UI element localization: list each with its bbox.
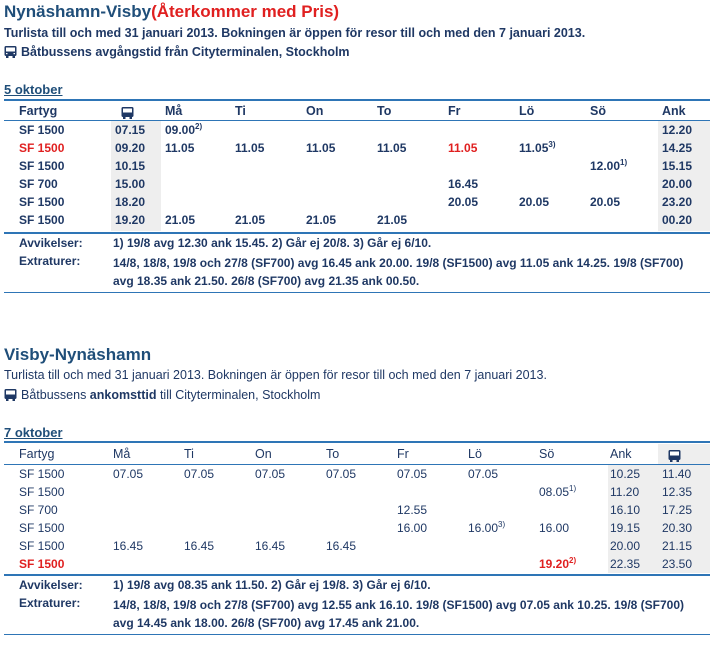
s2-cell-sun: 16.00 [539,521,570,535]
s2-cell-arr: 20.00 [610,539,641,553]
s1-cell-mon: 11.05 [165,141,195,155]
col-header-sat: Lö [519,104,535,118]
section1-extra-label: Extraturer: [19,254,81,268]
col-header-thu: To [377,104,392,118]
col2-header-ship: Fartyg [19,447,55,461]
s2-cell-sun: 08.05$^{1)}$ [539,484,577,499]
col2-header-sun: Sö [539,447,555,461]
s2-cell-sat: 07.05 [468,467,499,481]
section2-info: Turlista till och med 31 januari 2013. Bokningen är öppen för resor till och med den 7 januari 2013. [4,368,547,382]
s1-cell-ship: SF 1500 [19,141,65,155]
s2-cell-fri: 07.05 [397,467,428,481]
s2-cell-mon: 16.45 [113,539,144,553]
section1-title-note: (Återkommer med Pris) [151,2,340,21]
s2-cell-wed: 07.05 [255,467,286,481]
section1-deviations-text: 1) 19/8 avg 12.30 ank 15.45. 2) Går ej 20/8. 3) Går ej 6/10. [113,236,432,250]
s1-cell-bus: 15.00 [115,177,146,191]
footnote-marker: 1) [620,158,628,167]
s1-cell-ship: SF 1500 [19,123,65,137]
bus-icon [668,450,681,462]
footnote-marker: 2) [195,122,203,131]
section2-deviations-text: 1) 19/8 avg 08.35 ank 11.50. 2) Går ej 19/8. 3) Går ej 6/10. [113,578,431,592]
s2-cell-thu: 07.05 [326,467,357,481]
col2-header-thu: To [326,447,340,461]
s1-cell-thu: 21.05 [377,213,408,227]
s1-cell-sun: 20.05 [590,195,621,209]
col-header-sun: Sö [590,104,606,118]
s1-cell-thu: 11.05 [377,141,407,155]
section1-table-bottom-rule [4,232,710,234]
section1-title [4,2,339,22]
s1-cell-bus: 07.15 [115,123,146,137]
s1-cell-ship: SF 1500 [19,213,65,227]
s1-cell-bus: 09.20 [115,141,146,155]
section1-deviations-label: Avvikelser: [19,236,83,250]
arrival-time-emphasis: ankomsttid [89,388,157,402]
s1-cell-ship: SF 1500 [19,159,65,173]
col-header-fri: Fr [448,104,461,118]
s2-cell-tue: 07.05 [184,467,215,481]
s2-cell-arr: 11.20 [610,485,640,499]
s2-cell-bus: 20.30 [662,521,693,535]
bus-icon [4,389,17,401]
section1-info: Turlista till och med 31 januari 2013. Bokningen är öppen för resor till och med den 7 januari 2013. [4,26,586,40]
s2-cell-bus: 12.35 [662,485,693,499]
section2-bus-info: Båtbussens ankomsttid till Cityterminalen, Stockholm [4,388,320,402]
section2-header-bottom-rule [4,464,710,465]
s1-cell-bus: 10.15 [115,159,146,173]
s1-cell-arr: 12.20 [662,123,693,137]
s2-cell-thu: 16.45 [326,539,357,553]
s1-cell-ship: SF 700 [19,177,58,191]
s1-cell-bus: 18.20 [115,195,146,209]
s1-cell-fri: 16.45 [448,177,479,191]
s1-cell-bus: 19.20 [115,213,146,227]
section2-deviations-label: Avvikelser: [19,578,83,592]
s2-cell-ship: SF 1500 [19,539,65,553]
bus-icon [4,46,17,58]
col2-header-wed: On [255,447,272,461]
section1-bus-info [4,45,350,59]
section2-table-bottom-rule [4,574,710,576]
col2-header-bus [668,447,685,465]
s1-cell-arr: 15.15 [662,159,693,173]
footnote-marker: 3) [498,520,506,529]
s1-cell-arr: 14.25 [662,141,693,155]
col2-header-arrival: Ank [610,447,632,461]
col-header-tue: Ti [235,104,246,118]
col2-header-mon: Må [113,447,131,461]
s2-cell-bus: 11.40 [662,467,692,481]
section2-extra-label: Extraturer: [19,596,81,610]
s2-cell-bus: 23.50 [662,557,693,571]
s2-cell-fri: 12.55 [397,503,428,517]
bus-icon [121,107,134,119]
section2-extra-text: 14/8, 18/8, 19/8 och 27/8 (SF700) avg 12.55 ank 16.10. 19/8 (SF1500) avg 07.05 ank 10.25. 19/8 (SF700) avg 14.45 ank 18.00. 26/8 (SF700) avg 17.45 ank 21.00. [113,598,685,630]
section1-bottom-rule [4,292,710,293]
s2-cell-arr: 10.25 [610,467,641,481]
s1-cell-mon: 09.00$^{2)}$ [165,122,203,137]
section1-title-route: Nynäshamn-Visby [4,2,152,21]
col-header-wed: On [306,104,324,118]
col-header-ship: Fartyg [19,104,58,118]
section1-header-bottom-rule [4,120,710,121]
s2-cell-ship: SF 1500 [19,485,65,499]
s2-cell-bus: 17.25 [662,503,693,517]
s2-cell-tue: 16.45 [184,539,215,553]
s2-cell-mon: 07.05 [113,467,144,481]
s1-cell-arr: 23.20 [662,195,693,209]
section2-date: 7 oktober [4,425,63,440]
section2-title: Visby-Nynäshamn [4,345,152,364]
bus-line-text: Båtbussens avgångstid från Cityterminalen, Stockholm [21,45,350,59]
section1-header-rule [4,99,710,101]
s2-cell-ship: SF 1500 [19,467,65,481]
s1-cell-sat: 11.05$^{3)}$ [519,140,556,155]
s2-cell-arr: 16.10 [610,503,641,517]
s1-cell-fri: 11.05 [448,141,478,155]
footnote-marker: 1) [569,484,577,493]
footnote-marker: 3) [548,140,556,149]
s2-cell-ship: SF 1500 [19,521,65,535]
section2-header-rule [4,441,710,443]
s2-cell-wed: 16.45 [255,539,286,553]
col2-header-sat: Lö [468,447,482,461]
col-header-arrival: Ank [662,104,686,118]
s2-cell-arr: 22.35 [610,557,641,571]
s2-cell-fri: 16.00 [397,521,428,535]
footnote-marker: 2) [569,556,577,565]
s2-cell-sun: 19.20$^{2)}$ [539,556,577,571]
col-header-mon: Må [165,104,183,118]
s2-cell-ship: SF 700 [19,503,58,517]
section1-extra-text: 14/8, 18/8, 19/8 och 27/8 (SF700) avg 16.45 ank 20.00. 19/8 (SF1500) avg 11.05 ank 14.25. 19/8 (SF700) avg 18.35 ank 21.50. 26/8 (SF700) avg 21.35 ank 00.50. [113,256,684,288]
s1-cell-wed: 11.05 [306,141,336,155]
s1-cell-sat: 20.05 [519,195,550,209]
s2-cell-bus: 21.15 [662,539,693,553]
s2-cell-arr: 19.15 [610,521,641,535]
s1-cell-arr: 20.00 [662,177,693,191]
s1-cell-tue: 21.05 [235,213,266,227]
s1-cell-wed: 21.05 [306,213,337,227]
s1-cell-sun: 12.00$^{1)}$ [590,158,628,173]
section1-date: 5 oktober [4,82,63,97]
col2-header-fri: Fr [397,447,409,461]
section2-bottom-rule [4,634,710,635]
s1-cell-fri: 20.05 [448,195,479,209]
col2-header-tue: Ti [184,447,194,461]
s1-cell-arr: 00.20 [662,213,693,227]
s2-cell-ship: SF 1500 [19,557,65,571]
s1-cell-ship: SF 1500 [19,195,65,209]
s2-cell-sat: 16.00$^{3)}$ [468,520,506,535]
s1-cell-tue: 11.05 [235,141,265,155]
s1-cell-mon: 21.05 [165,213,196,227]
